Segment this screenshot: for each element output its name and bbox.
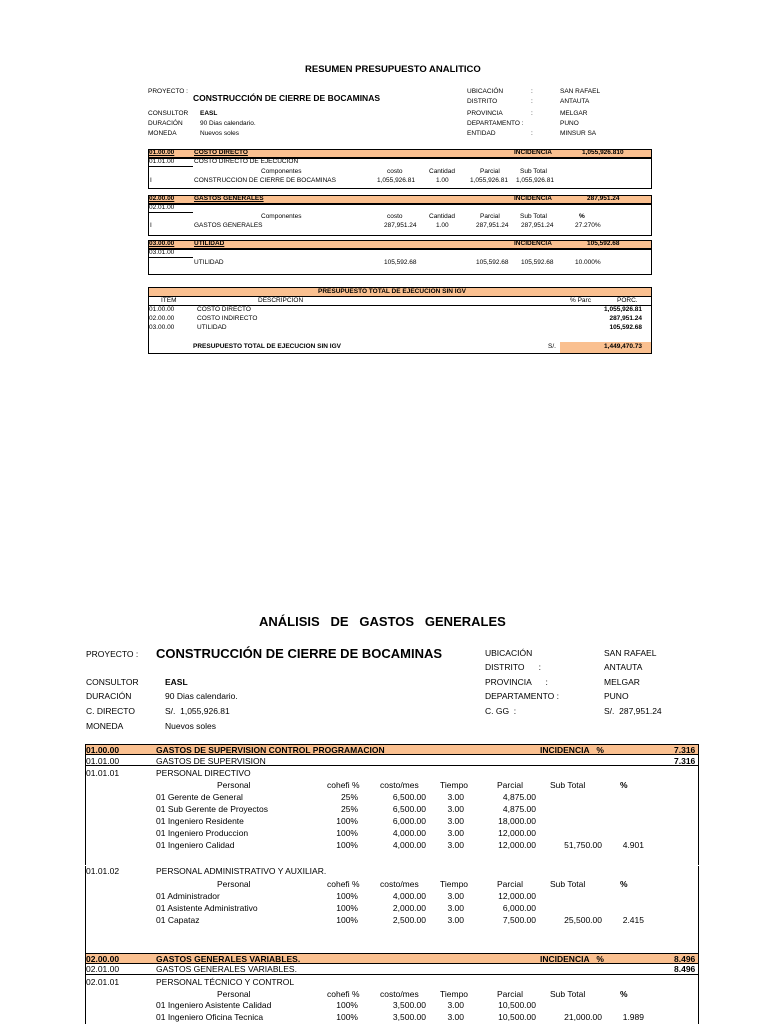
row-mark: I [150,222,152,229]
divider [85,765,698,766]
duracion-value: 90 Dias calendario. [200,120,256,127]
distrito-label: DISTRITO : [485,662,542,672]
distrito-value: ANTAUTA [604,662,643,672]
group-name: PERSONAL TÉCNICO Y CONTROL [156,977,295,987]
personal-tiempo: 3.00 [447,840,464,850]
total-row-value: 105,592.68 [609,324,642,331]
section-name: GASTOS GENERALES VARIABLES. [156,954,301,964]
total-row-value: 1,055,926.81 [604,306,642,313]
moneda-value: Nuevos soles [200,130,240,137]
personal-parcial: 4,875.00 [502,804,536,814]
currency-label: S/. [548,343,556,350]
colon: : [531,88,533,95]
personal-parcial: 12,000.00 [498,828,536,838]
personal-costo: 4,000.00 [392,891,426,901]
colon: : [531,110,533,117]
incidencia-value: 287,951.24 [587,195,620,202]
row-subtotal: 1,055,926.81 [516,177,554,184]
personal-parcial: 6,000.00 [502,903,536,913]
incidencia-value: 8.496 [674,954,696,964]
moneda-label: MONEDA [86,721,124,731]
personal-coef: 25% [340,792,358,802]
personal-costo: 3,500.00 [392,1012,426,1022]
section-box [148,204,652,236]
ubicacion-label: UBICACIÓN [485,648,533,658]
personal-tiempo: 3.00 [447,915,464,925]
col-porc: PORC. [617,297,638,304]
row-parcial: 1,055,926.81 [470,177,508,184]
col-pct: % [620,780,628,790]
total-row-desc: COSTO DIRECTO [197,306,251,313]
section-name: GASTOS DE SUPERVISION CONTROL PROGRAMACION [156,745,385,755]
entidad-label: ENTIDAD [467,130,496,137]
sub-name: GASTOS GENERALES VARIABLES. [156,964,297,974]
personal-costo: 3,500.00 [392,1000,426,1010]
total-row-desc: UTILIDAD [197,324,227,331]
section-code: 03.00.00 [149,240,175,247]
duracion-value: 90 Dias calendario. [165,691,238,701]
col-costo: costo/mes [380,989,419,999]
personal-coef: 100% [336,1012,358,1022]
group-code: 02.01.01 [86,977,120,987]
group-name: PERSONAL ADMINISTRATIVO Y AUXILIAR. [156,866,327,876]
row-desc: GASTOS GENERALES [194,222,263,229]
col-parcial: Parcial [497,780,523,790]
personal-coef: 100% [336,891,358,901]
divider [148,166,193,167]
distrito-label: DISTRITO [467,98,498,105]
col-subtotal: Sub Total [520,213,547,220]
departamento-value: PUNO [560,120,579,127]
entidad-value: MINSUR SA [560,130,597,137]
group-code: 01.01.01 [86,768,120,778]
row-desc: CONSTRUCCION DE CIERRE DE BOCAMINAS [194,177,336,184]
sub-code: 02.01.00 [149,204,175,211]
sub-code: 02.01.00 [86,964,120,974]
section-code: 02.00.00 [149,195,175,202]
personal-tiempo: 3.00 [447,1012,464,1022]
sub-value: 8.496 [674,964,696,974]
col-coef: cohefi % [327,780,360,790]
col-subtotal: Sub Total [550,989,586,999]
provincia-label: PROVINCIA : [485,677,548,687]
right-border [698,755,699,865]
personal-costo: 4,000.00 [392,828,426,838]
personal-costo: 6,500.00 [392,804,426,814]
departamento-label: DEPARTAMENTO : [467,120,524,127]
row-cantidad: 1.00 [436,177,449,184]
personal-costo: 2,000.00 [392,903,426,913]
personal-name: 01 Sub Gerente de Proyectos [156,804,268,814]
total-row-item: 02.00.00 [149,315,175,322]
personal-subtotal: 21,000.00 [564,1012,602,1022]
row-costo: 287,951.24 [384,222,417,229]
left-border [85,866,86,954]
personal-name: 01 Ingeniero Residente [156,816,244,826]
departamento-label: DEPARTAMENTO : [485,691,559,701]
provincia-label: PROVINCIA [467,110,503,117]
col-componentes: Componentes [261,168,302,175]
row-subtotal: 105,592.68 [521,259,554,266]
personal-costo: 6,500.00 [392,792,426,802]
personal-coef: 100% [336,816,358,826]
row-desc: UTILIDAD [194,259,224,266]
total-row-item: 01.00.00 [149,306,175,313]
summary-title: RESUMEN PRESUPUESTO ANALITICO [305,64,481,75]
total-row-desc: COSTO INDIRECTO [197,315,258,322]
row-subtotal: 287,951.24 [521,222,554,229]
group-name: PERSONAL DIRECTIVO [156,768,251,778]
personal-name: 01 Gerente de General [156,792,243,802]
incidencia-value: 7.316 [674,745,696,755]
right-border [698,866,699,954]
personal-coef: 100% [336,915,358,925]
total-footer-label: PRESUPUESTO TOTAL DE EJECUCION SIN IGV [193,343,341,350]
row-cantidad: 1.00 [436,222,449,229]
proyecto-label: PROYECTO : [86,649,139,659]
col-personal: Personal [217,879,251,889]
duracion-label: DURACIÓN [148,120,183,127]
col-cantidad: Cantidad [429,213,456,220]
col-tiempo: Tiempo [440,780,469,790]
personal-tiempo: 3.00 [447,891,464,901]
cgg-value: S/. 287,951.24 [604,706,662,716]
proyecto-label: PROYECTO : [148,88,188,95]
col-personal: Personal [217,989,251,999]
departamento-value: PUNO [604,691,629,701]
right-border [698,964,699,1024]
sub-code: 01.01.00 [149,158,175,165]
incidencia-label: INCIDENCIA % [540,745,604,755]
col-costo: costo [387,213,403,220]
colon: : [531,130,533,137]
sub-name: GASTOS DE SUPERVISION [156,756,266,766]
total-footer-value: 1,449,470.73 [604,343,642,350]
ubicacion-value: SAN RAFAEL [560,88,601,95]
consultor-label: CONSULTOR [148,110,189,117]
col-cantidad: Cantidad [429,168,456,175]
personal-pct: 1.989 [622,1012,644,1022]
personal-tiempo: 3.00 [447,816,464,826]
sub-name: COSTO DIRECTO DE EJECUCION [194,158,299,165]
personal-name: 01 Ingeniero Oficina Tecnica [156,1012,264,1022]
distrito-value: ANTAUTA [560,98,590,105]
section-name: UTILIDAD [194,240,225,247]
consultor-label: CONSULTOR [86,677,139,687]
row-costo: 1,055,926.81 [377,177,415,184]
personal-name: 01 Ingeniero Produccion [156,828,249,838]
personal-tiempo: 3.00 [447,1000,464,1010]
col-parcial: Parcial [480,168,500,175]
col-coef: cohefi % [327,989,360,999]
personal-coef: 100% [336,1000,358,1010]
personal-parcial: 12,000.00 [498,891,536,901]
consultor-value: EASL [200,110,218,117]
personal-costo: 4,000.00 [392,840,426,850]
col-pct: % [620,989,628,999]
cdirecto-value: S/. 1,055,926.81 [165,706,230,716]
row-pct: 10.000% [575,259,601,266]
divider [148,212,193,213]
incidencia-label: INCIDENCIA % [540,954,604,964]
proyecto-value: CONSTRUCCIÓN DE CIERRE DE BOCAMINAS [193,93,381,103]
col-costo: costo/mes [380,879,419,889]
personal-tiempo: 3.00 [447,828,464,838]
colon: : [531,98,533,105]
provincia-value: MELGAR [560,110,588,117]
col-pct: % [620,879,628,889]
col-subtotal: Sub Total [550,780,586,790]
total-row-value: 287,951.24 [609,315,642,322]
divider [85,974,698,975]
sub-code: 01.01.00 [86,756,120,766]
personal-name: 01 Ingeniero Asistente Calidad [156,1000,272,1010]
col-tiempo: Tiempo [440,989,469,999]
row-costo: 105,592.68 [384,259,417,266]
personal-coef: 25% [340,804,358,814]
col-descripcion: DESCRIPCION [258,297,304,304]
personal-name: 01 Administrador [156,891,220,901]
personal-tiempo: 3.00 [447,903,464,913]
incidencia-label: INCIDENCIA [514,240,552,247]
personal-coef: 100% [336,828,358,838]
personal-coef: 100% [336,903,358,913]
personal-pct: 4.901 [622,840,644,850]
personal-pct: 2.415 [622,915,644,925]
sub-value: 7.316 [674,756,696,766]
cgg-label: C. GG : [485,706,517,716]
personal-costo: 6,000.00 [392,816,426,826]
section-code: 01.00.00 [86,745,120,755]
col-parcial: Parcial [480,213,500,220]
personal-parcial: 18,000.00 [498,816,536,826]
col-personal: Personal [217,780,251,790]
col-componentes: Componentes [261,213,302,220]
incidencia-value: 105,592.68 [587,240,620,247]
section-code: 02.00.00 [86,954,120,964]
ubicacion-value: SAN RAFAEL [604,648,657,658]
personal-parcial: 10,500.00 [498,1000,536,1010]
personal-tiempo: 3.00 [447,804,464,814]
personal-coef: 100% [336,840,358,850]
personal-subtotal: 25,500.00 [564,915,602,925]
personal-costo: 2,500.00 [392,915,426,925]
personal-name: 01 Asistente Administrativo [156,903,258,913]
col-item: ITEM [161,297,177,304]
col-costo: costo/mes [380,780,419,790]
personal-subtotal: 51,750.00 [564,840,602,850]
col-tiempo: Tiempo [440,879,469,889]
personal-tiempo: 3.00 [447,792,464,802]
col-coef: cohefi % [327,879,360,889]
row-parcial: 287,951.24 [476,222,509,229]
divider [148,257,193,258]
proyecto-value: CONSTRUCCIÓN DE CIERRE DE BOCAMINAS [156,646,443,661]
personal-parcial: 10,500.00 [498,1012,536,1022]
group-code: 01.01.02 [86,866,120,876]
cdirecto-label: C. DIRECTO [86,706,135,716]
section-code: 01.00.00 [149,149,175,156]
col-parcial: Parcial [497,989,523,999]
moneda-label: MONEDA [148,130,177,137]
duracion-label: DURACIÓN [86,691,132,701]
col-subtotal: Sub Total [550,879,586,889]
incidencia-value: 1,055,926.810 [582,149,624,156]
consultor-value: EASL [165,677,188,687]
row-pct: 27.270% [575,222,601,229]
personal-name: 01 Capataz [156,915,200,925]
sub-code: 03.01.00 [149,249,175,256]
provincia-value: MELGAR [604,677,640,687]
col-subtotal: Sub Total [520,168,547,175]
col-costo: costo [387,168,403,175]
row-parcial: 105,592.68 [476,259,509,266]
ubicacion-label: UBICACIÓN [467,88,504,95]
moneda-value: Nuevos soles [165,721,217,731]
col-pct: % [579,213,585,220]
personal-name: 01 Ingeniero Calidad [156,840,235,850]
col-parcial: Parcial [497,879,523,889]
total-title: PRESUPUESTO TOTAL DE EJECUCION SIN IGV [318,288,466,295]
row-mark: I [150,177,152,184]
gg-title: ANÁLISIS DE GASTOS GENERALES [259,614,506,629]
col-pct-parc: % Parc [570,297,591,304]
incidencia-label: INCIDENCIA [514,149,552,156]
total-row-item: 03.00.00 [149,324,175,331]
personal-parcial: 4,875.00 [502,792,536,802]
section-name: GASTOS GENERALES [194,195,264,202]
section-name: COSTO DIRECTO [194,149,248,156]
personal-parcial: 7,500.00 [502,915,536,925]
personal-parcial: 12,000.00 [498,840,536,850]
incidencia-label: INCIDENCIA [514,195,552,202]
